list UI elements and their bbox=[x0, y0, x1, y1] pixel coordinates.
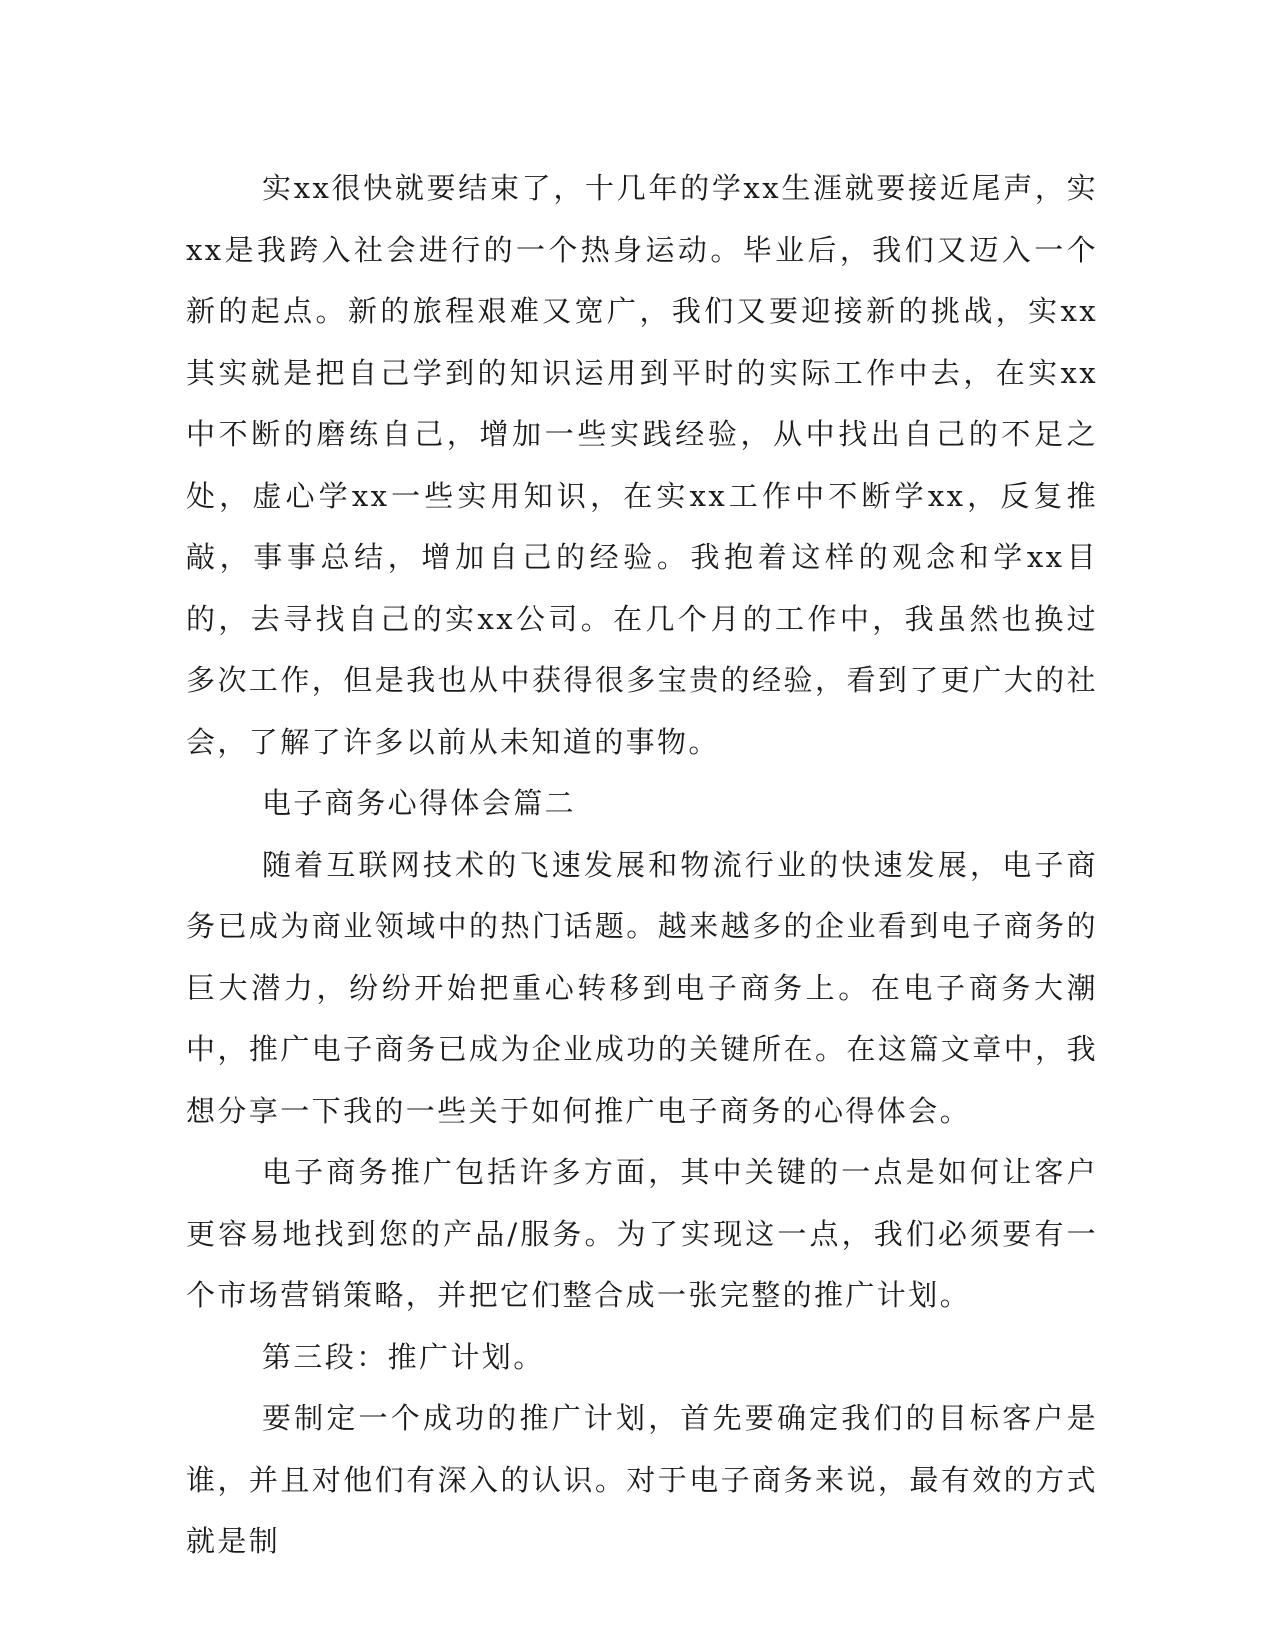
paragraph-promotion-plan: 要制定一个成功的推广计划，首先要确定我们的目标客户是谁，并且对他们有深入的认识。对于电子商务来说，最有效的方式就是制 bbox=[186, 1401, 1098, 1558]
section-heading-part-two: 电子商务心得体会篇二 bbox=[262, 786, 577, 820]
paragraph-internship-summary: 实xx很快就要结束了，十几年的学xx生涯就要接近尾声，实xx是我跨入社会进行的一个热身运动。毕业后，我们又迈入一个新的起点。新的旅程艰难又宽广，我们又要迎接新的挑战，实xx其实就是把自己学到的知识运用到平时的实际工作中去，在实xx中不断的磨练自己，增加一些实践经验，从中找出自己的不足之处，虚心学xx一些实用知识，在实xx工作中不断学xx，反复推敲，事事总结，增加自己的经验。我抱着这样的观念和学xx目的，去寻找自己的实xx公司。在几个月的工作中，我虽然也换过多次工作，但是我也从中获得很多宝贵的经验，看到了更广大的社会，了解了许多以前从未知道的事物。 bbox=[186, 171, 1098, 759]
document-page bbox=[186, 158, 1098, 1573]
section-heading-part-three: 第三段：推广计划。 bbox=[262, 1339, 545, 1374]
paragraph-ecommerce-intro: 随着互联网技术的飞速发展和物流行业的快速发展，电子商务已成为商业领域中的热门话题。越来越多的企业看到电子商务的巨大潜力，纷纷开始把重心转移到电子商务上。在电子商务大潮中，推广电子商务已成为企业成功的关键所在。在这篇文章中，我想分享一下我的一些关于如何推广电子商务的心得体会。 bbox=[186, 847, 1098, 1128]
paragraph-promotion-aspects: 电子商务推广包括许多方面，其中关键的一点是如何让客户更容易地找到您的产品/服务。为了实现这一点，我们必须要有一个市场营销策略，并把它们整合成一张完整的推广计划。 bbox=[186, 1155, 1098, 1312]
